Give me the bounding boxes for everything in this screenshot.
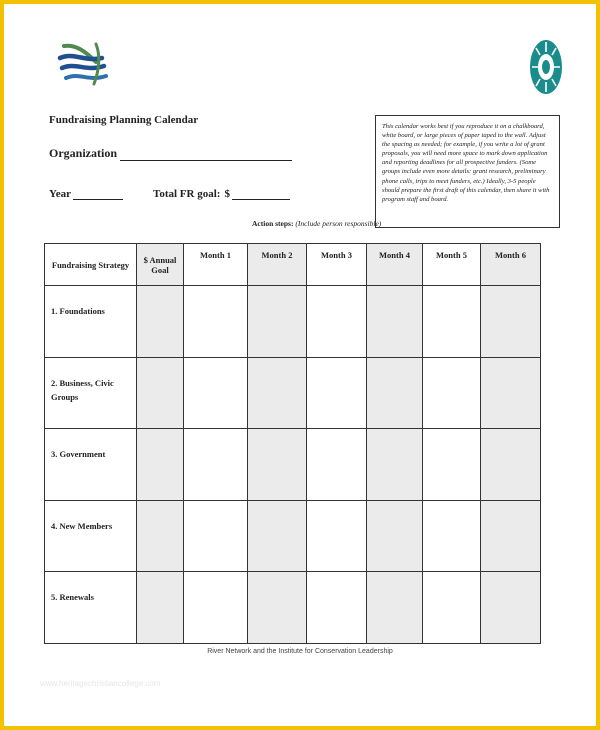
month-cell[interactable] xyxy=(248,357,307,429)
month-cell[interactable] xyxy=(307,357,367,429)
month-cell[interactable] xyxy=(248,286,307,358)
annual-goal-cell[interactable] xyxy=(137,286,184,358)
header-month-3: Month 3 xyxy=(307,244,367,286)
month-cell[interactable] xyxy=(184,572,248,644)
month-cell[interactable] xyxy=(307,572,367,644)
month-cell[interactable] xyxy=(367,500,423,572)
month-cell[interactable] xyxy=(481,429,541,501)
sun-seal-logo-icon xyxy=(528,38,564,96)
month-cell[interactable] xyxy=(184,357,248,429)
table-row xyxy=(45,286,541,358)
strategy-cell: 2. Business, Civic Groups xyxy=(45,357,137,429)
year-label: Year xyxy=(49,188,71,200)
header-month-2: Month 2 xyxy=(248,244,307,286)
month-cell[interactable] xyxy=(248,429,307,501)
action-steps-caption xyxy=(252,219,381,228)
organization-blank xyxy=(120,149,292,161)
month-cell[interactable] xyxy=(423,286,481,358)
month-cell[interactable] xyxy=(367,357,423,429)
month-cell[interactable] xyxy=(184,500,248,572)
month-cell[interactable] xyxy=(307,286,367,358)
month-cell[interactable] xyxy=(248,500,307,572)
month-cell[interactable] xyxy=(367,429,423,501)
total-goal-label: Total FR goal: xyxy=(153,188,221,200)
header-month-4: Month 4 xyxy=(367,244,423,286)
header-annual-goal: $ Annual Goal xyxy=(137,244,184,286)
instructions-note: This calendar works best if you reproduce it on a chalkboard, white board, or large pieces of paper taped to the wall. Adjust the spacing as needed; for example, if you write a lot of grant proposals, you will need more space to mark down application and reporting deadlines for all prospective funders. (Some groups include even more details: grant research, preliminary phone calls, trips to meet funders, etc.) Ideally, 3-5 people should prepare the first draft of this calendar, then share it with program staff and board. xyxy=(375,115,560,228)
month-cell[interactable] xyxy=(307,500,367,572)
footer-credit: River Network and the Institute for Conservation Leadership xyxy=(207,648,393,655)
river-wave-logo-icon xyxy=(56,38,112,96)
page-title: Fundraising Planning Calendar xyxy=(49,114,199,126)
month-cell[interactable] xyxy=(481,500,541,572)
total-goal-blank xyxy=(232,189,290,200)
strategy-cell: 1. Foundations xyxy=(45,286,137,358)
table-header-row xyxy=(45,244,541,286)
table-row xyxy=(45,429,541,501)
annual-goal-cell[interactable] xyxy=(137,572,184,644)
strategy-cell: 5. Renewals xyxy=(45,572,137,644)
month-cell[interactable] xyxy=(423,357,481,429)
header-month-1: Month 1 xyxy=(184,244,248,286)
table-row xyxy=(45,572,541,644)
month-cell[interactable] xyxy=(184,286,248,358)
organization-field xyxy=(49,146,292,161)
organization-label: Organization xyxy=(49,146,117,160)
month-cell[interactable] xyxy=(248,572,307,644)
annual-goal-cell[interactable] xyxy=(137,357,184,429)
strategy-cell: 3. Government xyxy=(45,429,137,501)
annual-goal-cell[interactable] xyxy=(137,500,184,572)
action-steps-hint: (Include person responsible) xyxy=(295,219,382,228)
strategy-cell: 4. New Members xyxy=(45,500,137,572)
table-row xyxy=(45,357,541,429)
month-cell[interactable] xyxy=(184,429,248,501)
action-steps-label: Action steps: xyxy=(252,219,294,228)
month-cell[interactable] xyxy=(307,429,367,501)
month-cell[interactable] xyxy=(481,572,541,644)
month-cell[interactable] xyxy=(481,357,541,429)
currency-symbol: $ xyxy=(224,188,230,200)
annual-goal-cell[interactable] xyxy=(137,429,184,501)
header-fundraising-strategy: Fundraising Strategy xyxy=(45,244,137,286)
year-blank xyxy=(73,189,123,200)
header-month-6: Month 6 xyxy=(481,244,541,286)
month-cell[interactable] xyxy=(367,286,423,358)
month-cell[interactable] xyxy=(423,500,481,572)
table-row xyxy=(45,500,541,572)
month-cell[interactable] xyxy=(423,429,481,501)
month-cell[interactable] xyxy=(481,286,541,358)
month-cell[interactable] xyxy=(423,572,481,644)
header-month-5: Month 5 xyxy=(423,244,481,286)
year-goal-row xyxy=(49,188,290,200)
month-cell[interactable] xyxy=(367,572,423,644)
planning-calendar-table xyxy=(44,243,541,644)
watermark-text: www.heritagechristiancollege.com xyxy=(40,679,161,688)
